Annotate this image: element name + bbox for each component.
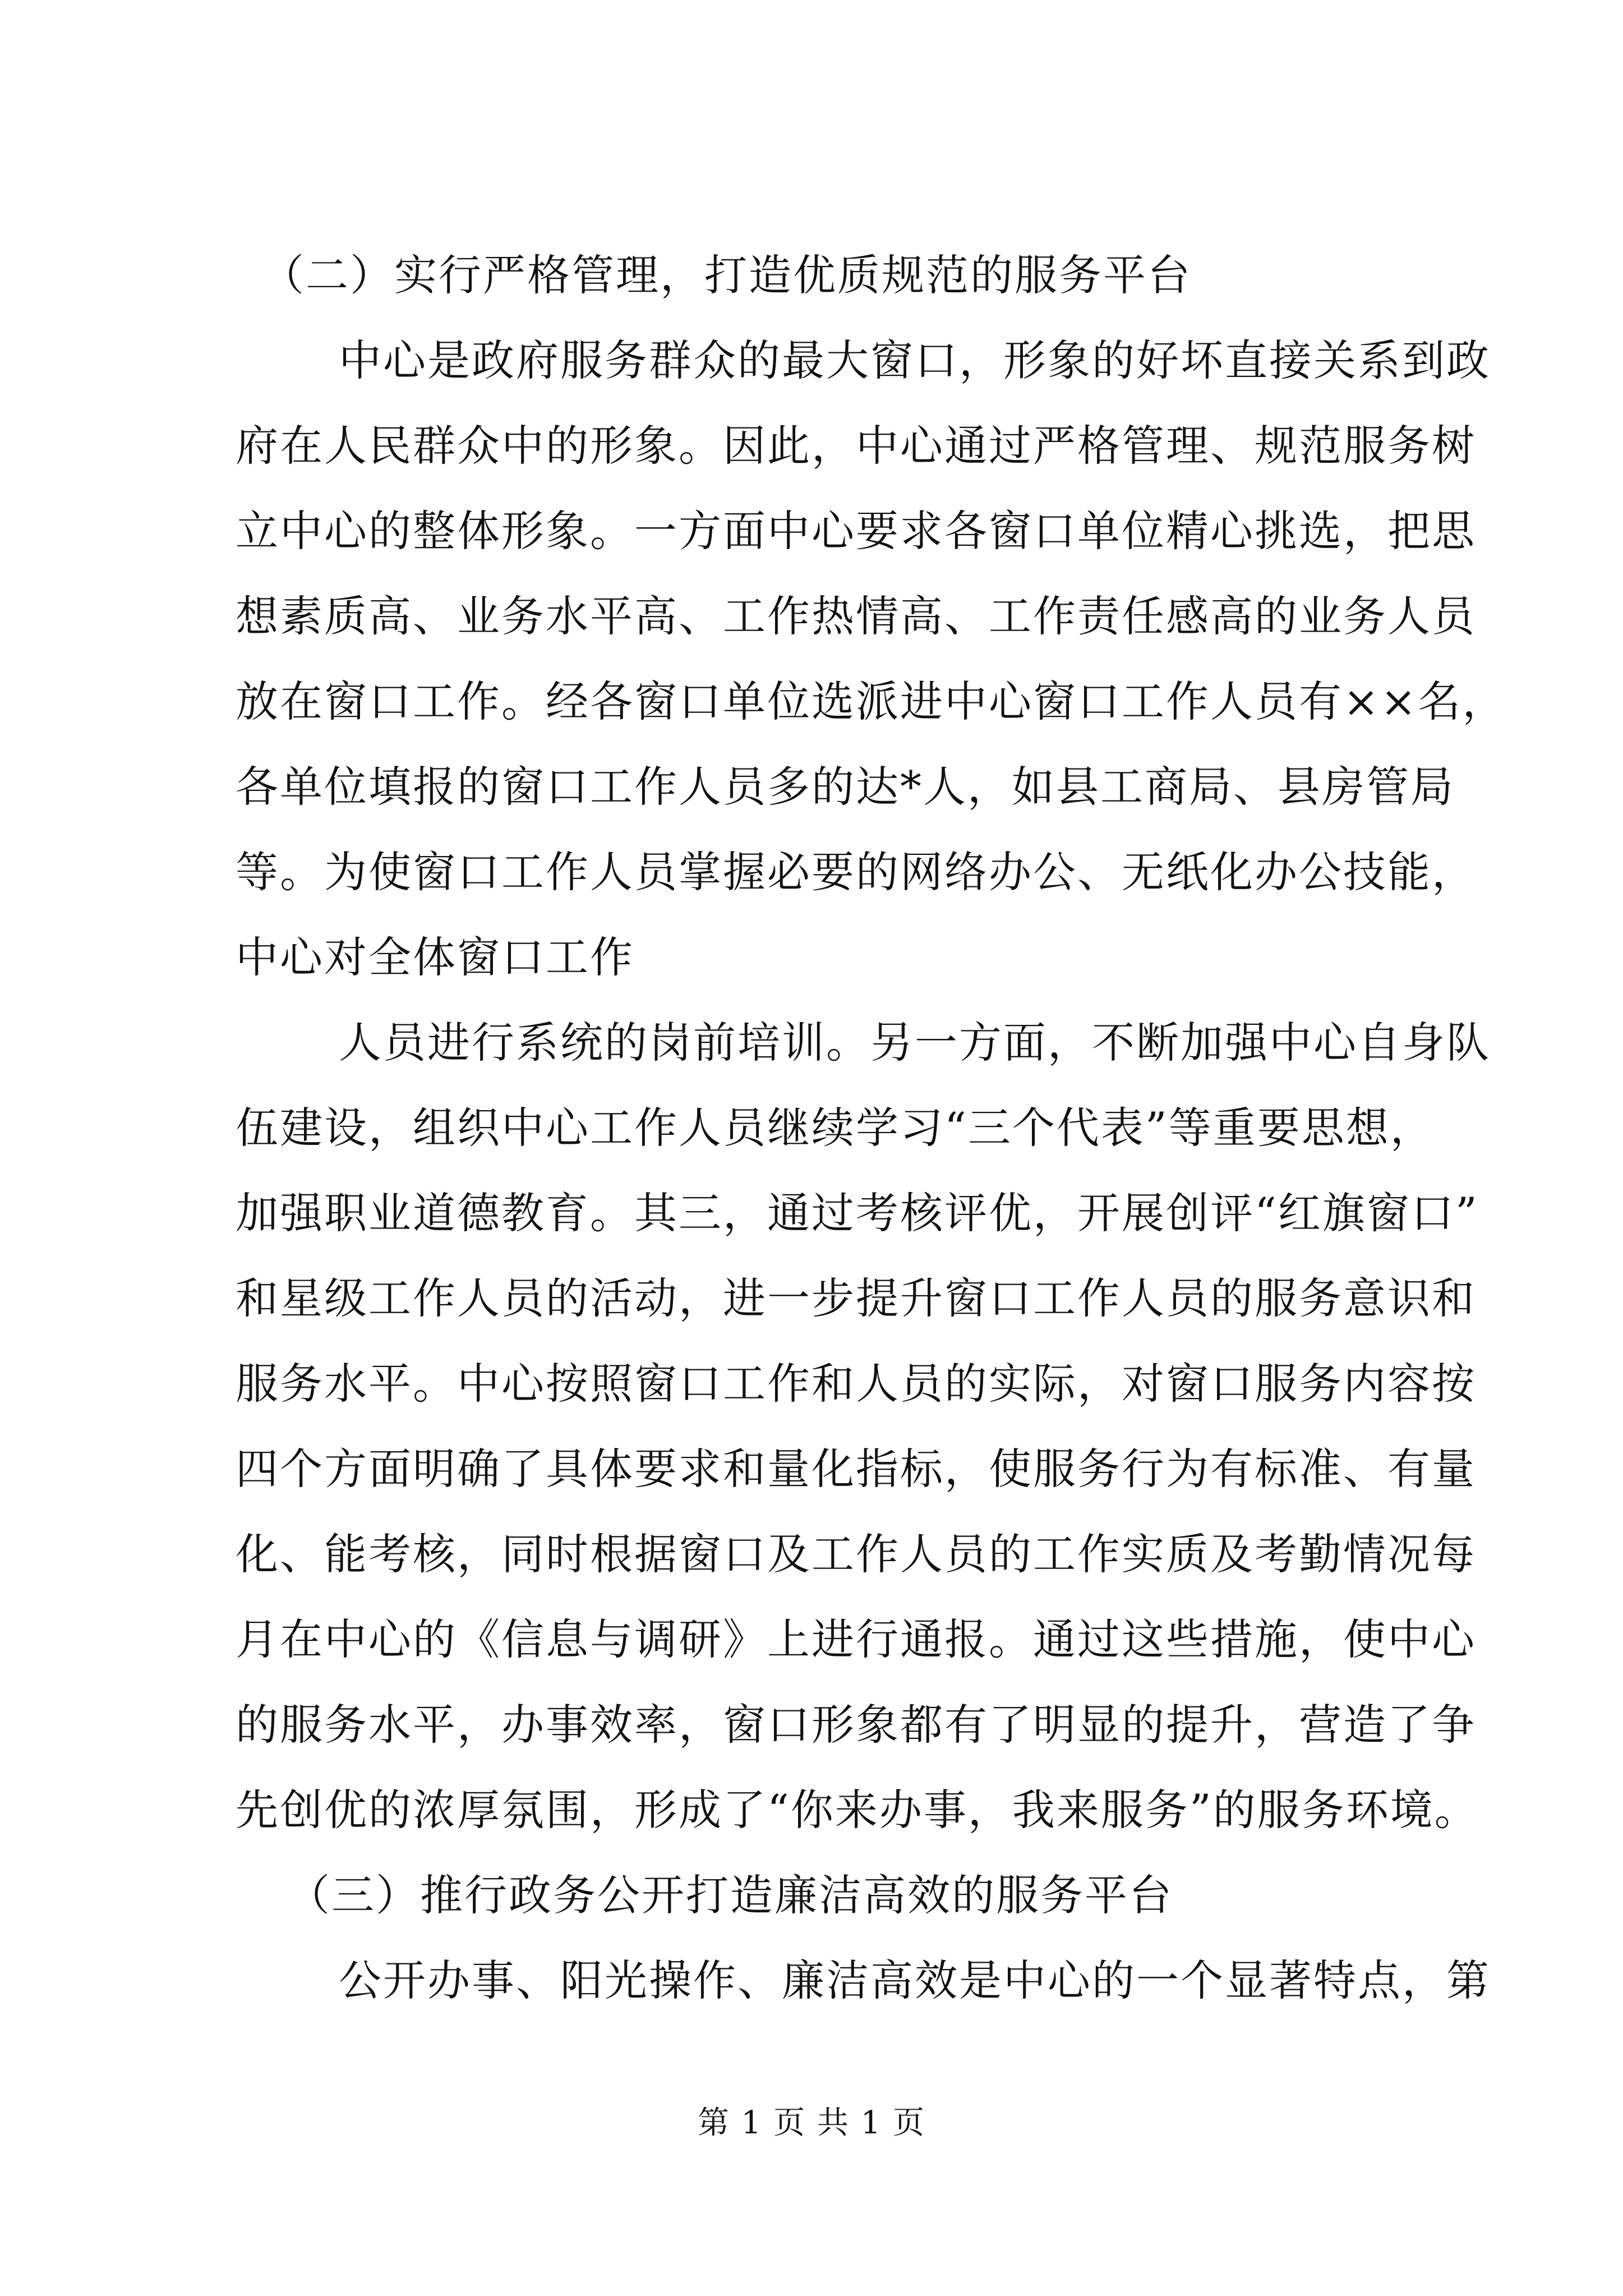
text-line: 服务水平。中心按照窗口工作和人员的实际，对窗口服务内容按: [236, 1359, 1476, 1409]
text-line: （二）实行严格管理，打造优质规范的服务平台: [261, 250, 1192, 300]
text-line: 加强职业道德教育。其三，通过考核评优，开展创评“红旗窗口”: [236, 1188, 1479, 1238]
text-line: 中心对全体窗口工作: [236, 932, 634, 982]
page-footer: 第 1 页 共 1 页: [697, 2105, 926, 2141]
text-line: 的服务水平，办事效率，窗口形象都有了明显的提升，营造了争: [236, 1700, 1476, 1750]
text-line: 和星级工作人员的活动，进一步提升窗口工作人员的服务意识和: [236, 1273, 1476, 1323]
text-line: （三）推行政务公开打造廉洁高效的服务平台: [287, 1870, 1173, 1920]
text-line: 四个方面明确了具体要求和量化指标，使服务行为有标准、有量: [236, 1444, 1476, 1494]
text-line: 各单位填报的窗口工作人员多的达*人，如县工商局、县房管局: [236, 762, 1455, 812]
text-line: 立中心的整体形象。一方面中心要求各窗口单位精心挑选，把思: [236, 506, 1476, 556]
document-body: [236, 233, 1507, 2023]
text-line: 人员进行系统的岗前培训。另一方面，不断加强中心自身队: [339, 1018, 1491, 1068]
text-line: 放在窗口工作。经各窗口单位选派进中心窗口工作人员有××名，: [236, 677, 1507, 726]
text-line: 月在中心的《信息与调研》上进行通报。通过这些措施，使中心: [236, 1614, 1476, 1664]
text-line: 先创优的浓厚氛围，形成了“你来办事，我来服务”的服务环境。: [236, 1785, 1479, 1835]
text-line: 化、能考核，同时根据窗口及工作人员的工作实质及考勤情况每: [236, 1529, 1476, 1579]
text-line: 公开办事、阳光操作、廉洁高效是中心的一个显著特点，第: [339, 1955, 1491, 2005]
text-line: 等。为使窗口工作人员掌握必要的网络办公、无纸化办公技能，: [236, 847, 1476, 897]
text-line: 中心是政府服务群众的最大窗口，形象的好坏直接关系到政: [339, 335, 1491, 385]
text-line: 府在人民群众中的形象。因此，中心通过严格管理、规范服务树: [236, 421, 1476, 471]
text-line: 伍建设，组织中心工作人员继续学习“三个代表”等重要思想，: [236, 1103, 1435, 1153]
text-line: 想素质高、业务水平高、工作热情高、工作责任感高的业务人员: [236, 591, 1476, 641]
